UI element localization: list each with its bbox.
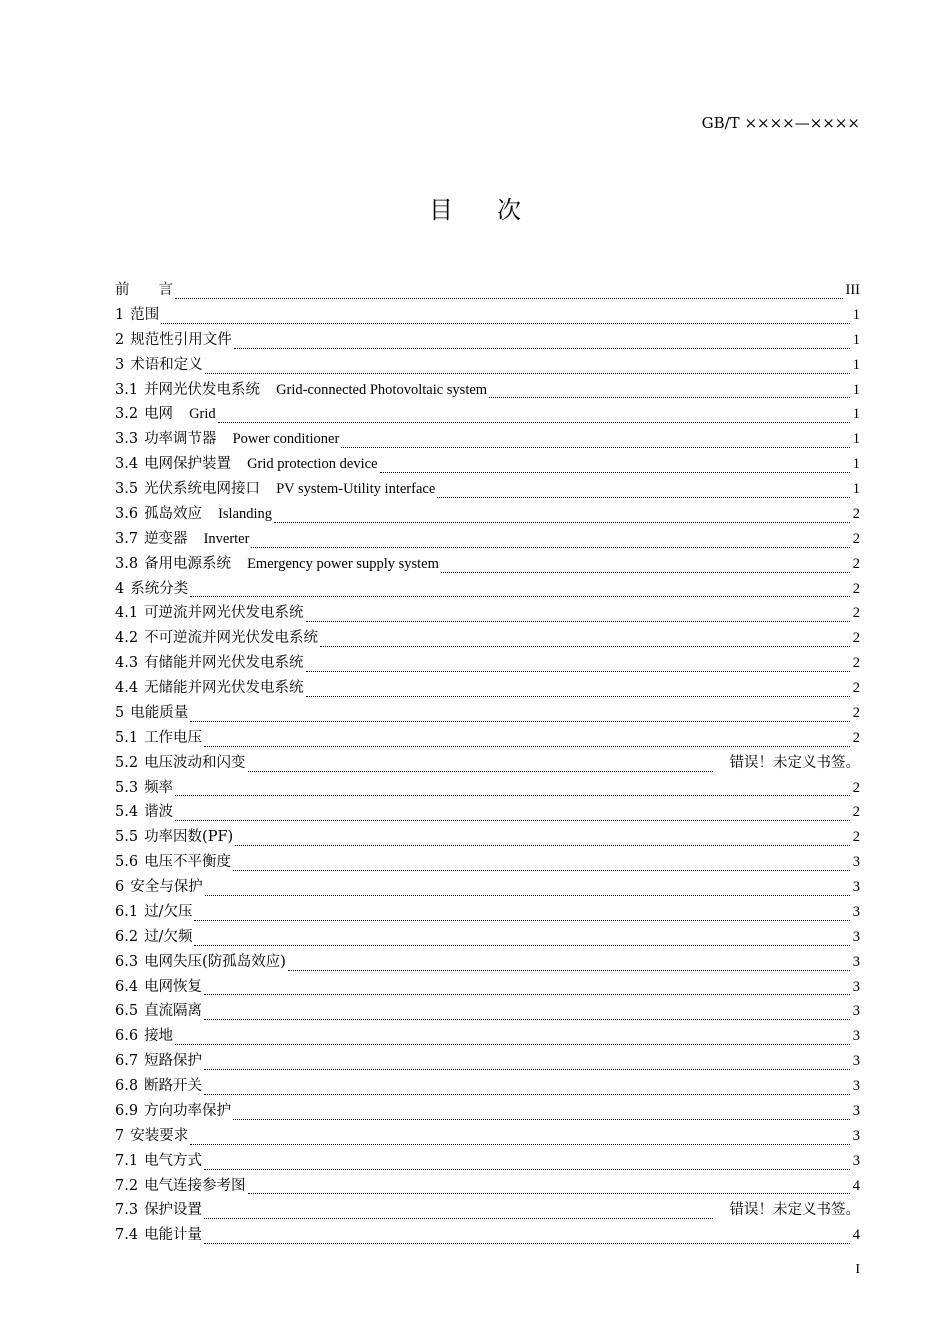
dot-leader [194, 944, 849, 946]
toc-entry-title: 光伏系统电网接口 [144, 481, 261, 497]
toc-entry-number: 5.3 [115, 779, 139, 796]
toc-entry[interactable] [115, 1099, 860, 1124]
toc-entry[interactable] [115, 825, 860, 850]
toc-entry-page: 3 [852, 928, 860, 945]
toc-entry-page: 1 [852, 481, 860, 497]
toc-entry-number: 3 [115, 356, 125, 373]
toc-entry-title: 可逆流并网光伏发电系统 [144, 605, 304, 622]
toc-entry[interactable] [115, 651, 860, 676]
dot-leader [204, 745, 850, 747]
toc-entry-number: 7.1 [115, 1152, 139, 1169]
toc-entry-title: 电网保护装置 [144, 456, 232, 473]
toc-entry[interactable] [115, 850, 860, 875]
toc-entry[interactable] [115, 353, 860, 378]
dot-leader [204, 1018, 850, 1020]
toc-entry-number: 3.3 [115, 431, 139, 448]
dot-leader [441, 571, 850, 573]
dot-leader [233, 869, 850, 871]
toc-entry-title: 方向功率保护 [144, 1102, 232, 1119]
toc-entry-page: 2 [852, 655, 860, 672]
toc-entry-number: 6.7 [115, 1053, 139, 1070]
toc-entry[interactable] [115, 751, 860, 776]
dot-leader [190, 595, 850, 597]
toc-entry[interactable] [115, 1149, 860, 1174]
toc-entry-page: 2 [852, 680, 860, 696]
toc-entry-title: 安全与保护 [130, 879, 203, 895]
toc-entry[interactable] [115, 776, 860, 801]
toc-entry[interactable] [115, 900, 860, 925]
toc-entry-title: 断路开关 [144, 1078, 203, 1094]
toc-entry-number: 6.2 [115, 928, 139, 945]
dot-leader [204, 1242, 850, 1244]
toc-entry-page: 2 [852, 530, 860, 547]
dot-leader [194, 919, 849, 921]
toc-entry-title: 系统分类 [130, 580, 189, 597]
dot-leader [205, 894, 850, 896]
toc-entry-page: 2 [852, 555, 860, 572]
toc-entry-title: 电网 [144, 406, 174, 423]
toc-entry-number: 4 [115, 580, 125, 597]
dot-leader [306, 695, 850, 697]
dot-leader [274, 521, 850, 523]
dot-leader [190, 1143, 850, 1145]
toc-entry[interactable] [115, 925, 860, 950]
toc-entry[interactable] [115, 601, 860, 626]
dot-leader [204, 993, 850, 995]
toc-entry-title: 安装要求 [130, 1127, 189, 1144]
dot-leader [205, 372, 850, 374]
toc-entry-title: 规范性引用文件 [130, 331, 232, 348]
dot-leader [341, 446, 849, 448]
dot-leader [204, 1093, 850, 1095]
toc-entry-title: 电气方式 [144, 1152, 203, 1169]
toc-entry[interactable] [115, 1124, 860, 1149]
toc-entry-number: 7.3 [115, 1202, 139, 1219]
toc-entry-english-title: Grid-connected Photovoltaic system [276, 381, 488, 398]
toc-entry-page: 1 [852, 406, 860, 423]
toc-entry-number: 4.2 [115, 630, 139, 647]
toc-entry[interactable] [115, 1223, 860, 1248]
toc-entry-number: 6.6 [115, 1028, 139, 1045]
toc-entry[interactable] [115, 427, 860, 452]
toc-entry-number: 6.5 [115, 1003, 139, 1020]
dot-leader [175, 794, 850, 796]
page-number: I [855, 1262, 860, 1277]
dot-leader [175, 819, 850, 821]
toc-entry[interactable] [115, 975, 860, 1000]
toc-entry-number: 3.4 [115, 456, 139, 473]
toc-entry-title: 频率 [144, 779, 174, 796]
toc-entry-number: 3.1 [115, 381, 139, 398]
toc-entry-page: 2 [852, 804, 860, 821]
toc-entry[interactable] [115, 577, 860, 602]
toc-entry-title: 电能计量 [144, 1227, 203, 1244]
toc-entry-title: 功率因数(PF) [144, 829, 234, 846]
toc-entry[interactable] [115, 552, 860, 577]
toc-entry-number: 5.4 [115, 804, 139, 821]
toc-entry-title: 电压波动和闪变 [144, 754, 246, 771]
toc-entry-title: 有储能并网光伏发电系统 [144, 655, 304, 672]
toc-entry-number: 1 [115, 306, 125, 323]
toc-entry-number: 4.1 [115, 605, 139, 622]
toc-entry-title: 并网光伏发电系统 [144, 381, 261, 398]
dot-leader [320, 645, 850, 647]
toc-entry-number: 5.1 [115, 729, 139, 746]
toc-entry-page: 3 [852, 1078, 860, 1094]
dot-leader [204, 1168, 850, 1170]
toc-entry[interactable] [115, 1074, 860, 1099]
dot-leader [437, 496, 849, 498]
toc-entry-title: 电气连接参考图 [144, 1177, 246, 1194]
toc-entry-page: 1 [852, 356, 860, 373]
toc-entry-page: 1 [852, 456, 860, 473]
toc-entry-number: 5.2 [115, 754, 139, 771]
toc-entry-number: 5.6 [115, 854, 139, 871]
dot-leader [251, 546, 849, 548]
toc-entry-page: 3 [852, 1053, 860, 1070]
toc-entry-number: 6 [115, 879, 125, 895]
toc-entry[interactable] [115, 452, 860, 477]
toc-entry[interactable] [115, 701, 860, 726]
toc-entry-page: 3 [852, 879, 860, 895]
toc-entry-page: 4 [852, 1177, 860, 1194]
toc-entry-page: 2 [852, 704, 860, 721]
toc-entry[interactable] [115, 950, 860, 975]
toc-entry[interactable] [115, 278, 860, 303]
toc-entry-number: 4.3 [115, 655, 139, 672]
toc-entry[interactable] [115, 676, 860, 701]
dot-leader [175, 297, 843, 299]
toc-entry-title: 直流隔离 [144, 1003, 203, 1020]
dot-leader [204, 1068, 850, 1070]
toc-entry-number: 6.3 [115, 953, 139, 970]
toc-entry-page: 错误！未定义书签。 [729, 1202, 860, 1219]
toc-entry-page: III [845, 282, 860, 298]
toc-entry-number: 6.9 [115, 1102, 139, 1119]
toc-entry-title: 工作电压 [144, 729, 203, 746]
toc-entry-number: 6.1 [115, 903, 139, 920]
toc-entry-title: 逆变器 [144, 530, 188, 547]
toc-entry-number: 2 [115, 331, 125, 348]
dot-leader [288, 969, 850, 971]
toc-entry-english-title: Grid protection device [247, 456, 378, 473]
toc-entry-page: 2 [852, 505, 860, 522]
toc-entry[interactable] [115, 502, 860, 527]
toc-entry-number: 3.6 [115, 505, 139, 522]
dot-leader [380, 471, 850, 473]
toc-entry-title: 保护设置 [144, 1202, 203, 1219]
toc-entry[interactable] [115, 626, 860, 651]
toc-entry[interactable] [115, 1049, 860, 1074]
toc-entry-title: 电压不平衡度 [144, 854, 232, 871]
toc-entry-page: 2 [852, 829, 860, 846]
toc-entry-page: 3 [852, 903, 860, 920]
toc-entry-title: 短路保护 [144, 1053, 203, 1070]
toc-entry-title: 电能质量 [130, 704, 189, 721]
toc-entry-page: 2 [852, 779, 860, 796]
toc-entry-page: 4 [852, 1227, 860, 1244]
toc-entry-number: 6.4 [115, 978, 139, 995]
toc-entry-english-title: Inverter [203, 530, 250, 547]
toc-entry[interactable] [115, 527, 860, 552]
toc-entry-page: 3 [852, 1028, 860, 1045]
dot-leader [248, 1192, 850, 1194]
toc-entry[interactable] [115, 1174, 860, 1199]
toc-entry-page: 1 [852, 381, 860, 398]
standard-code: GB/T ××××—×××× [701, 114, 860, 132]
toc-title: 目次 [429, 196, 565, 224]
toc-entry-title: 备用电源系统 [144, 555, 232, 572]
toc-entry-page: 3 [852, 1003, 860, 1020]
toc-entry[interactable] [115, 303, 860, 328]
toc-entry-page: 1 [852, 431, 860, 448]
toc-entry-number: 3.7 [115, 530, 139, 547]
toc-entry-page: 3 [852, 854, 860, 871]
dot-leader [248, 770, 713, 772]
toc-entry-number: 3.2 [115, 406, 139, 423]
toc-entry-page: 2 [852, 580, 860, 597]
toc-entry-english-title: Emergency power supply system [247, 555, 439, 572]
toc-entry-english-title: Power conditioner [232, 431, 340, 448]
dot-leader [161, 322, 850, 324]
toc-entry-title: 前 言 [115, 282, 173, 298]
dot-leader [175, 1043, 850, 1045]
toc-entry[interactable] [115, 875, 860, 900]
toc-entry-number: 3.8 [115, 555, 139, 572]
dot-leader [233, 1118, 850, 1120]
toc-entry-title: 不可逆流并网光伏发电系统 [144, 630, 319, 647]
toc-entry-english-title: PV system-Utility interface [276, 481, 436, 497]
toc-entry-title: 无储能并网光伏发电系统 [144, 680, 304, 696]
toc-entry-page: 错误！未定义书签。 [729, 754, 860, 771]
toc-entry-title: 功率调节器 [144, 431, 217, 448]
toc-entry[interactable] [115, 402, 860, 427]
toc-entry-page: 3 [852, 953, 860, 970]
toc-entry-title: 谐波 [144, 804, 174, 821]
dot-leader [306, 670, 850, 672]
toc-entry-english-title: Islanding [218, 505, 273, 522]
toc-entry-title: 电网恢复 [144, 978, 203, 995]
toc-entry-number: 4.4 [115, 680, 139, 696]
toc-entry-page: 3 [852, 1127, 860, 1144]
toc-entry-title: 过/欠压 [144, 903, 193, 920]
toc-entry[interactable] [115, 726, 860, 751]
dot-leader [234, 347, 850, 349]
dot-leader [235, 844, 850, 846]
toc-entry-title: 过/欠频 [144, 928, 193, 945]
toc-entry[interactable] [115, 1198, 860, 1223]
dot-leader [218, 421, 850, 423]
toc-entry-title: 接地 [144, 1028, 174, 1045]
toc-entry-title: 术语和定义 [130, 356, 203, 373]
toc-entry-number: 5.5 [115, 829, 139, 846]
toc-entry-english-title: Grid [189, 406, 216, 423]
toc-entry[interactable] [115, 378, 860, 403]
toc-entry-title: 电网失压(防孤岛效应) [144, 953, 286, 970]
toc-entry-page: 2 [852, 729, 860, 746]
toc-entry[interactable] [115, 477, 860, 502]
toc-entry-number: 3.5 [115, 481, 139, 497]
toc-entry-number: 5 [115, 704, 125, 721]
toc-entry[interactable] [115, 800, 860, 825]
toc-entry-page: 1 [852, 331, 860, 348]
toc-entry-page: 2 [852, 630, 860, 647]
table-of-contents [115, 278, 860, 1248]
toc-entry-title: 范围 [130, 306, 160, 323]
toc-entry-number: 6.8 [115, 1078, 139, 1094]
toc-entry-title: 孤岛效应 [144, 505, 203, 522]
dot-leader [190, 720, 850, 722]
dot-leader [204, 1217, 712, 1219]
dot-leader [489, 396, 850, 398]
toc-entry[interactable] [115, 1024, 860, 1049]
toc-entry-page: 1 [852, 306, 860, 323]
toc-entry-number: 7 [115, 1127, 125, 1144]
toc-entry-number: 7.2 [115, 1177, 139, 1194]
toc-entry-page: 3 [852, 1102, 860, 1119]
toc-entry[interactable] [115, 999, 860, 1024]
toc-entry-page: 3 [852, 1152, 860, 1169]
toc-entry[interactable] [115, 328, 860, 353]
dot-leader [306, 620, 850, 622]
toc-entry-page: 3 [852, 978, 860, 995]
toc-entry-number: 7.4 [115, 1227, 139, 1244]
toc-entry-page: 2 [852, 605, 860, 622]
